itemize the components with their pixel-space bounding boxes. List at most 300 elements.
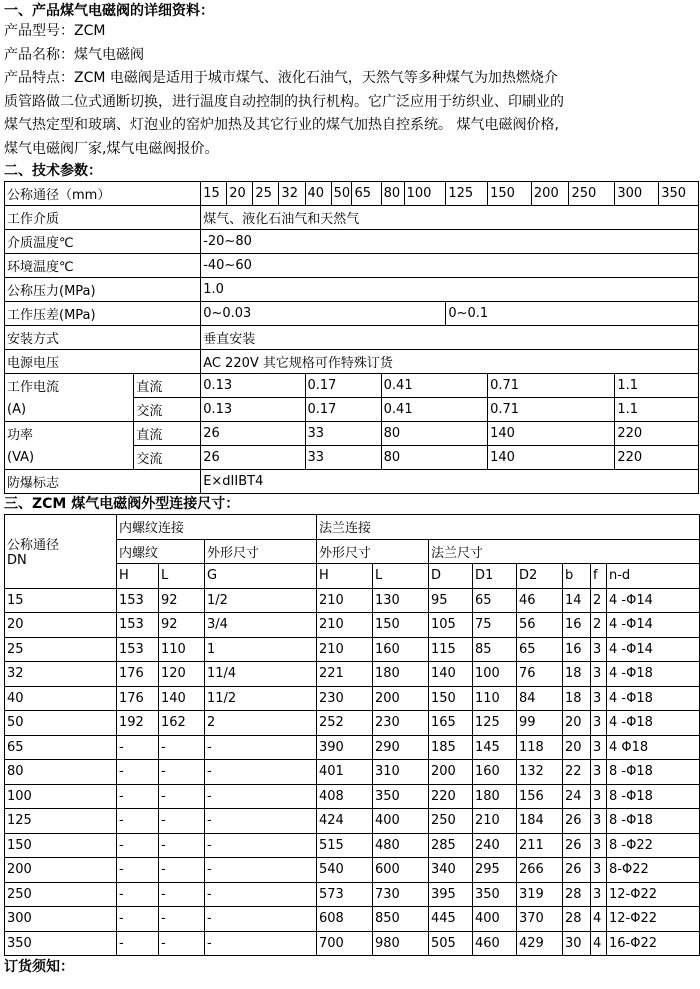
table-cell: 700 [317, 931, 373, 956]
table-cell: 180 [373, 662, 429, 687]
table-cell: 408 [317, 784, 373, 809]
watt-ac-label: 交流 [134, 446, 201, 470]
table-cell: 12-Φ22 [607, 882, 700, 907]
feature-line-4: 煤气电磁阀厂家,煤气电磁阀报价。 [4, 140, 219, 157]
table-cell: 110 [473, 686, 517, 711]
table-cell: 3 [591, 858, 607, 883]
diff-value-1: 0~0.03 [201, 302, 446, 326]
table-cell: 400 [473, 907, 517, 932]
feature-line-1: 产品特点：ZCM 电磁阀是适用于城市煤气、液化石油气，天然气等多种煤气为加热燃烧介 [4, 70, 558, 86]
table-cell: 4 -Φ18 [607, 711, 700, 736]
medium-row [5, 206, 699, 230]
current-label-1: 工作电流 [5, 374, 134, 398]
table-cell: 252 [317, 711, 373, 736]
dims-body [5, 588, 700, 956]
table-cell: 730 [373, 882, 429, 907]
table-cell: - [159, 858, 205, 883]
table-cell: 14 [563, 588, 591, 613]
table-cell: 211 [517, 833, 563, 858]
table-cell: - [159, 907, 205, 932]
table-cell: - [205, 784, 317, 809]
tech-heading: 二、技术参数： [4, 163, 102, 179]
table-cell: 100 [5, 784, 117, 809]
table-cell: 210 [317, 588, 373, 613]
table-cell: 850 [373, 907, 429, 932]
table-cell: 150 [5, 833, 117, 858]
table-row [5, 809, 700, 834]
table-cell: 28 [563, 907, 591, 932]
col-header: H [117, 564, 159, 589]
table-cell: 1/2 [205, 588, 317, 613]
table-cell: 120 [159, 662, 205, 687]
table-row [5, 613, 700, 638]
table-cell: 26 [563, 833, 591, 858]
table-cell: 3 [591, 809, 607, 834]
table-cell: 18 [563, 662, 591, 687]
table-row [5, 711, 700, 736]
table-cell: - [205, 931, 317, 956]
table-cell: 221 [317, 662, 373, 687]
table-cell: 350 [5, 931, 117, 956]
table-cell: - [205, 833, 317, 858]
current-ac-row [5, 398, 699, 422]
table-cell: 540 [317, 858, 373, 883]
watt-dc: 26 [201, 422, 305, 446]
thread-conn-header: 内螺纹连接 [117, 515, 317, 540]
dn-header [5, 515, 117, 589]
table-cell: 240 [473, 833, 517, 858]
table-cell: 176 [117, 686, 159, 711]
table-cell: 180 [473, 784, 517, 809]
table-cell: 8 -Φ18 [607, 760, 700, 785]
table-cell: 32 [5, 662, 117, 687]
table-row [5, 784, 700, 809]
table-cell: 8 -Φ22 [607, 833, 700, 858]
table-cell: 250 [5, 882, 117, 907]
table-cell: 145 [473, 735, 517, 760]
table-cell: 2 [591, 613, 607, 638]
table-cell: 22 [563, 760, 591, 785]
dn-value: 250 [569, 182, 615, 206]
table-cell: 980 [373, 931, 429, 956]
explosion-row [5, 470, 699, 494]
table-cell: 210 [317, 637, 373, 662]
watt-dc-row [5, 422, 699, 446]
col-header: b [563, 564, 591, 589]
table-cell: 25 [5, 637, 117, 662]
watt-dc: 33 [305, 422, 381, 446]
table-cell: 8 -Φ18 [607, 784, 700, 809]
dn-value: 65 [352, 182, 381, 206]
table-cell: 24 [563, 784, 591, 809]
dc-label: 直流 [134, 374, 201, 398]
table-cell: - [159, 735, 205, 760]
pressure-row [5, 278, 699, 302]
table-cell: 153 [117, 588, 159, 613]
table-cell: 20 [563, 735, 591, 760]
dn-value: 25 [253, 182, 279, 206]
table-cell: - [117, 784, 159, 809]
tech-params-table [4, 181, 699, 494]
power-label: 电源电压 [5, 350, 201, 374]
table-cell: 30 [563, 931, 591, 956]
table-cell: 4 [591, 907, 607, 932]
dn-value: 100 [404, 182, 446, 206]
table-cell: 85 [473, 637, 517, 662]
table-cell: 4 -Φ18 [607, 662, 700, 687]
col-header: H [317, 564, 373, 589]
table-cell: 424 [317, 809, 373, 834]
col-header: n-d [607, 564, 700, 589]
table-cell: 350 [373, 784, 429, 809]
table-cell: 26 [563, 858, 591, 883]
col-header: L [159, 564, 205, 589]
table-cell: 28 [563, 882, 591, 907]
col-header: D2 [517, 564, 563, 589]
table-cell: - [159, 760, 205, 785]
thread-header: 内螺纹 [117, 539, 205, 564]
medium-temp-row [5, 230, 699, 254]
table-cell: - [205, 858, 317, 883]
table-cell: 130 [373, 588, 429, 613]
table-cell: 132 [517, 760, 563, 785]
dims-heading: 三、ZCM 煤气电磁阀外型连接尺寸： [4, 496, 240, 512]
dimensions-table [4, 514, 700, 956]
table-cell: - [117, 833, 159, 858]
table-cell: 3 [591, 711, 607, 736]
table-cell: 20 [5, 613, 117, 638]
table-cell: 150 [429, 686, 473, 711]
table-row [5, 588, 700, 613]
table-cell: 162 [159, 711, 205, 736]
medium-label: 工作介质 [5, 206, 201, 230]
table-cell: 290 [373, 735, 429, 760]
table-cell: 84 [517, 686, 563, 711]
install-value: 垂直安装 [201, 326, 699, 350]
table-cell: 92 [159, 613, 205, 638]
outer-size-header: 外形尺寸 [205, 539, 317, 564]
diff-label: 工作压差(MPa) [5, 302, 201, 326]
table-cell: 153 [117, 637, 159, 662]
table-row [5, 931, 700, 956]
table-cell: 3 [591, 833, 607, 858]
table-cell: 3 [591, 784, 607, 809]
dn-value: 32 [279, 182, 305, 206]
watt-ac: 220 [615, 446, 699, 470]
table-cell: 165 [429, 711, 473, 736]
dn-value: 125 [446, 182, 488, 206]
table-cell: 395 [429, 882, 473, 907]
table-cell: 125 [5, 809, 117, 834]
dn-value: 150 [488, 182, 532, 206]
table-cell: 185 [429, 735, 473, 760]
current-dc: 0.13 [201, 374, 305, 398]
table-cell: 2 [591, 588, 607, 613]
col-header: L [373, 564, 429, 589]
table-cell: 480 [373, 833, 429, 858]
flange-size-header: 法兰尺寸 [429, 539, 700, 564]
dn-value: 200 [531, 182, 569, 206]
table-cell: - [159, 833, 205, 858]
table-cell: - [117, 931, 159, 956]
table-cell: 192 [117, 711, 159, 736]
dn-value: 15 [201, 182, 227, 206]
feature-line-2: 质管路做二位式通断切换，进行温度自动控制的执行机构。它广泛应用于纺织业、印刷业的 [4, 93, 564, 110]
table-cell: 230 [317, 686, 373, 711]
dn-header-label-1: 公称通径 [7, 538, 60, 554]
install-row [5, 326, 699, 350]
watt-label-2: (VA) [5, 446, 134, 470]
watt-ac: 33 [305, 446, 381, 470]
table-cell: 3/4 [205, 613, 317, 638]
medium-temp-value: -20~80 [201, 230, 699, 254]
dn-row [5, 182, 699, 206]
current-dc: 0.17 [305, 374, 381, 398]
medium-temp-label: 介质温度℃ [5, 230, 201, 254]
table-cell: 26 [563, 809, 591, 834]
table-cell: 3 [591, 735, 607, 760]
table-cell: 99 [517, 711, 563, 736]
table-cell: 76 [517, 662, 563, 687]
table-cell: 460 [473, 931, 517, 956]
table-cell: 400 [373, 809, 429, 834]
dn-value: 80 [381, 182, 404, 206]
watt-ac-row [5, 446, 699, 470]
table-cell: 56 [517, 613, 563, 638]
table-cell: 600 [373, 858, 429, 883]
watt-ac: 140 [488, 446, 615, 470]
table-cell: 115 [429, 637, 473, 662]
table-cell: - [159, 784, 205, 809]
env-temp-label: 环境温度℃ [5, 254, 201, 278]
table-cell: 105 [429, 613, 473, 638]
table-cell: 160 [373, 637, 429, 662]
table-cell: 46 [517, 588, 563, 613]
table-cell: 140 [429, 662, 473, 687]
table-cell: 310 [373, 760, 429, 785]
table-cell: - [117, 809, 159, 834]
table-row [5, 662, 700, 687]
install-label: 安装方式 [5, 326, 201, 350]
table-cell: 4 [591, 931, 607, 956]
table-cell: - [159, 809, 205, 834]
table-row [5, 882, 700, 907]
table-row [5, 686, 700, 711]
table-cell: 95 [429, 588, 473, 613]
table-cell: 350 [473, 882, 517, 907]
table-cell: 608 [317, 907, 373, 932]
table-cell: 11/2 [205, 686, 317, 711]
flange-conn-header: 法兰连接 [317, 515, 700, 540]
table-row [5, 858, 700, 883]
col-header: D [429, 564, 473, 589]
table-cell: 210 [317, 613, 373, 638]
table-cell: - [205, 882, 317, 907]
dn-value: 40 [305, 182, 331, 206]
table-cell: 573 [317, 882, 373, 907]
table-cell: 11/4 [205, 662, 317, 687]
table-cell: 110 [159, 637, 205, 662]
intro-heading: 一、产品煤气电磁阀的详细资料： [4, 3, 214, 19]
table-cell: 4 -Φ14 [607, 637, 700, 662]
table-cell: 65 [473, 588, 517, 613]
table-cell: 16-Φ22 [607, 931, 700, 956]
table-cell: - [205, 809, 317, 834]
table-cell: 118 [517, 735, 563, 760]
dn-value: 350 [659, 182, 699, 206]
dn-value: 300 [615, 182, 659, 206]
table-cell: - [159, 931, 205, 956]
table-cell: 40 [5, 686, 117, 711]
table-cell: 401 [317, 760, 373, 785]
table-cell: - [117, 735, 159, 760]
table-row [5, 833, 700, 858]
dims-header-row-1 [5, 515, 700, 540]
current-dc: 0.71 [488, 374, 615, 398]
table-row [5, 907, 700, 932]
current-ac: 0.41 [381, 398, 487, 422]
table-cell: 319 [517, 882, 563, 907]
dn-label: 公称通径（mm） [5, 182, 201, 206]
table-cell: 300 [5, 907, 117, 932]
table-cell: 16 [563, 613, 591, 638]
watt-label-1: 功率 [5, 422, 134, 446]
watt-ac: 26 [201, 446, 305, 470]
table-cell: 515 [317, 833, 373, 858]
explosion-value: E×dIIBT4 [201, 470, 699, 494]
name-line: 产品名称：煤气电磁阀 [4, 46, 144, 63]
table-cell: 92 [159, 588, 205, 613]
table-cell: - [117, 858, 159, 883]
table-row [5, 637, 700, 662]
table-cell: 3 [591, 882, 607, 907]
current-dc: 1.1 [615, 374, 699, 398]
table-cell: 8 -Φ18 [607, 809, 700, 834]
table-cell: 3 [591, 662, 607, 687]
table-cell: 12-Φ22 [607, 907, 700, 932]
ac-label: 交流 [134, 398, 201, 422]
table-cell: 4 -Φ14 [607, 588, 700, 613]
table-cell: 4 Φ18 [607, 735, 700, 760]
col-header: D1 [473, 564, 517, 589]
watt-dc: 220 [615, 422, 699, 446]
table-cell: 266 [517, 858, 563, 883]
current-dc-row [5, 374, 699, 398]
table-cell: 340 [429, 858, 473, 883]
current-ac: 0.71 [488, 398, 615, 422]
table-cell: 505 [429, 931, 473, 956]
table-cell: 4 -Φ18 [607, 686, 700, 711]
table-cell: 150 [373, 613, 429, 638]
intro-section [4, 0, 700, 161]
table-cell: - [117, 882, 159, 907]
watt-ac: 80 [381, 446, 487, 470]
table-cell: 3 [591, 637, 607, 662]
table-cell: 18 [563, 686, 591, 711]
pressure-label: 公称压力(MPa) [5, 278, 201, 302]
table-cell: 2 [205, 711, 317, 736]
table-cell: 200 [5, 858, 117, 883]
flange-outer-header: 外形尺寸 [317, 539, 429, 564]
explosion-label: 防爆标志 [5, 470, 201, 494]
table-cell: - [117, 907, 159, 932]
table-cell: 20 [563, 711, 591, 736]
table-cell: 1 [205, 637, 317, 662]
model-line: 产品型号：ZCM [4, 23, 106, 39]
table-cell: 65 [517, 637, 563, 662]
table-cell: - [159, 882, 205, 907]
table-row [5, 760, 700, 785]
current-dc: 0.41 [381, 374, 487, 398]
table-cell: 429 [517, 931, 563, 956]
table-cell: 3 [591, 686, 607, 711]
power-row [5, 350, 699, 374]
table-cell: - [205, 907, 317, 932]
table-cell: 65 [5, 735, 117, 760]
medium-value: 煤气、液化石油气和天然气 [201, 206, 699, 230]
table-cell: 50 [5, 711, 117, 736]
col-header: f [591, 564, 607, 589]
dn-value: 20 [227, 182, 253, 206]
table-cell: 230 [373, 711, 429, 736]
current-label-2: (A) [5, 398, 134, 422]
dn-header-label-2: DN [7, 553, 27, 569]
table-cell: 153 [117, 613, 159, 638]
table-cell: 285 [429, 833, 473, 858]
table-cell: 16 [563, 637, 591, 662]
current-ac: 0.17 [305, 398, 381, 422]
current-ac: 0.13 [201, 398, 305, 422]
dn-value: 50 [331, 182, 352, 206]
table-cell: 160 [473, 760, 517, 785]
table-cell: - [205, 735, 317, 760]
table-cell: 140 [159, 686, 205, 711]
col-header: G [205, 564, 317, 589]
power-value: AC 220V 其它规格可作特殊订货 [201, 350, 699, 374]
table-cell: 15 [5, 588, 117, 613]
pressure-value: 1.0 [201, 278, 699, 302]
table-cell: 156 [517, 784, 563, 809]
env-temp-value: -40~60 [201, 254, 699, 278]
table-cell: 75 [473, 613, 517, 638]
feature-line-3: 煤气热定型和玻璃、灯泡业的窑炉加热及其它行业的煤气加热自控系统。 煤气电磁阀价格, [4, 117, 559, 133]
watt-dc: 80 [381, 422, 487, 446]
table-cell: 200 [429, 760, 473, 785]
watt-dc: 140 [488, 422, 615, 446]
table-cell: 3 [591, 760, 607, 785]
table-cell: - [205, 760, 317, 785]
table-cell: 210 [473, 809, 517, 834]
table-cell: 4 -Φ14 [607, 613, 700, 638]
table-cell: 8-Φ22 [607, 858, 700, 883]
table-cell: 220 [429, 784, 473, 809]
table-cell: 200 [373, 686, 429, 711]
watt-dc-label: 直流 [134, 422, 201, 446]
diff-value-2: 0~0.1 [446, 302, 699, 326]
table-cell: 390 [317, 735, 373, 760]
table-cell: 295 [473, 858, 517, 883]
table-cell: 445 [429, 907, 473, 932]
table-cell: 80 [5, 760, 117, 785]
current-ac: 1.1 [615, 398, 699, 422]
table-cell: 250 [429, 809, 473, 834]
order-heading: 订货须知： [4, 959, 74, 975]
table-cell: 100 [473, 662, 517, 687]
table-cell: 125 [473, 711, 517, 736]
table-row [5, 735, 700, 760]
table-cell: 184 [517, 809, 563, 834]
env-temp-row [5, 254, 699, 278]
